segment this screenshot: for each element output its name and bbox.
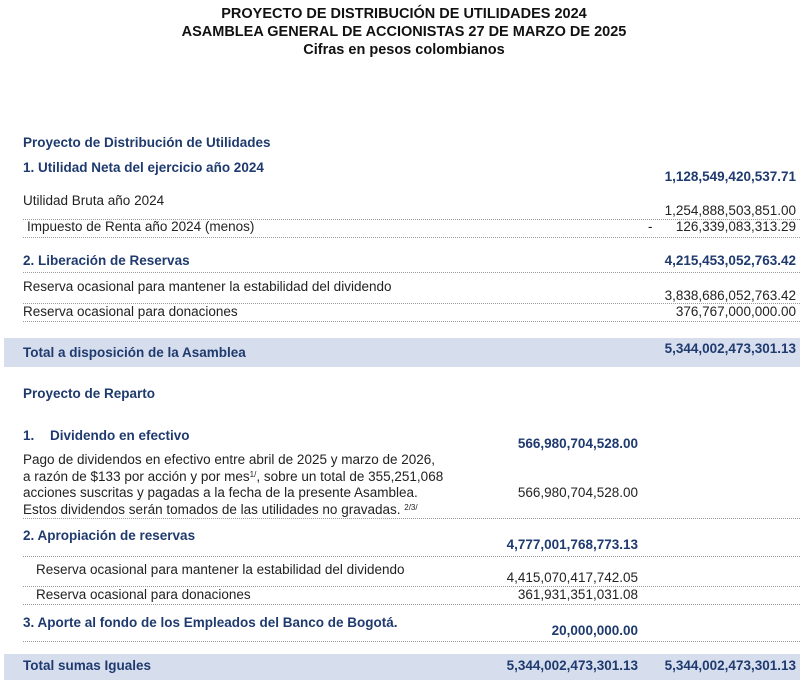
description-line xyxy=(23,502,479,519)
reserve-appropriation-total: 4,777,001,768,773.13 xyxy=(506,537,638,552)
appropriation-dividend-label: Reserva ocasional para mantener la estabilidad del dividendo xyxy=(36,562,405,577)
reserve-dividend-label: Reserva ocasional para mantener la estabilidad del dividendo xyxy=(23,279,392,294)
reserve-appropriation-title: 2. Apropiación de reservas xyxy=(23,528,196,543)
employee-fund-title: 3. Aporte al fondo de los Empleados del Banco de Bogotá. xyxy=(23,615,398,630)
row-divider xyxy=(23,604,800,605)
footnote-marker: 1/ xyxy=(249,469,257,479)
footnote-marker: 2/3/ xyxy=(404,502,418,512)
reserve-donations-value: 376,767,000,000.00 xyxy=(675,304,796,319)
cash-dividend-number: 1. xyxy=(23,428,35,443)
row-divider xyxy=(23,518,800,519)
grand-total-label: Total sumas Iguales xyxy=(23,658,152,673)
cash-dividend-value: 566,980,704,528.00 xyxy=(517,485,638,500)
row-divider xyxy=(23,272,800,273)
total-available-label: Total a disposición de la Asamblea xyxy=(23,345,246,360)
allocation-title: Proyecto de Reparto xyxy=(23,386,156,401)
total-available-value: 5,344,002,473,301.13 xyxy=(664,341,796,356)
row-divider xyxy=(23,321,800,322)
income-tax-minus-sign: - xyxy=(648,219,653,234)
description-line xyxy=(23,452,479,469)
report-subtitle: ASAMBLEA GENERAL DE ACCIONISTAS 27 DE MARZO DE 2025 xyxy=(181,24,627,40)
grand-total-value-allocation: 5,344,002,473,301.13 xyxy=(506,658,638,673)
row-divider xyxy=(23,237,800,238)
appropriation-donations-value: 361,931,351,031.08 xyxy=(517,587,638,602)
gross-income-label: Utilidad Bruta año 2024 xyxy=(23,193,165,208)
description-text: , sobre un total de 355,251,068 xyxy=(256,468,444,484)
description-text: Pago de dividendos en efectivo entre abril de 2025 y marzo de 2026, xyxy=(23,452,436,467)
employee-fund-total: 20,000,000.00 xyxy=(551,623,638,638)
reserve-dividend-value: 3,838,686,052,763.42 xyxy=(664,288,796,303)
cash-dividend-total: 566,980,704,528.00 xyxy=(517,436,638,451)
grand-total-value-available: 5,344,002,473,301.13 xyxy=(664,658,796,673)
description-text: Estos dividendos serán tomados de las utilidades no gravadas. xyxy=(23,501,401,517)
gross-income-value: 1,254,888,503,851.00 xyxy=(664,203,796,218)
report-title: PROYECTO DE DISTRIBUCIÓN DE UTILIDADES 2024 xyxy=(221,6,587,22)
appropriation-dividend-value: 4,415,070,417,742.05 xyxy=(506,570,638,585)
description-line xyxy=(23,485,479,502)
description-text: a razón de $133 por acción y por mes xyxy=(23,468,250,484)
distribution-title: Proyecto de Distribución de Utilidades xyxy=(23,135,271,150)
row-divider xyxy=(23,641,800,642)
net-income-title: 1. Utilidad Neta del ejercicio año 2024 xyxy=(23,160,264,175)
description-line xyxy=(23,469,479,486)
reserve-donations-label: Reserva ocasional para donaciones xyxy=(23,304,238,319)
appropriation-donations-label: Reserva ocasional para donaciones xyxy=(36,587,251,602)
net-income-total: 1,128,549,420,537.71 xyxy=(664,169,796,184)
reserve-release-total: 4,215,453,052,763.42 xyxy=(664,253,796,268)
cash-dividend-title: Dividendo en efectivo xyxy=(50,428,190,443)
income-tax-label: Impuesto de Renta año 2024 (menos) xyxy=(27,219,255,234)
description-text: acciones suscritas y pagadas a la fecha de la presente Asamblea. xyxy=(23,485,418,500)
report-currency-note: Cifras en pesos colombianos xyxy=(303,42,505,58)
reserve-release-title: 2. Liberación de Reservas xyxy=(23,253,190,268)
cash-dividend-description xyxy=(23,452,479,518)
income-tax-value: 126,339,083,313.29 xyxy=(675,219,796,234)
row-divider xyxy=(23,556,800,557)
